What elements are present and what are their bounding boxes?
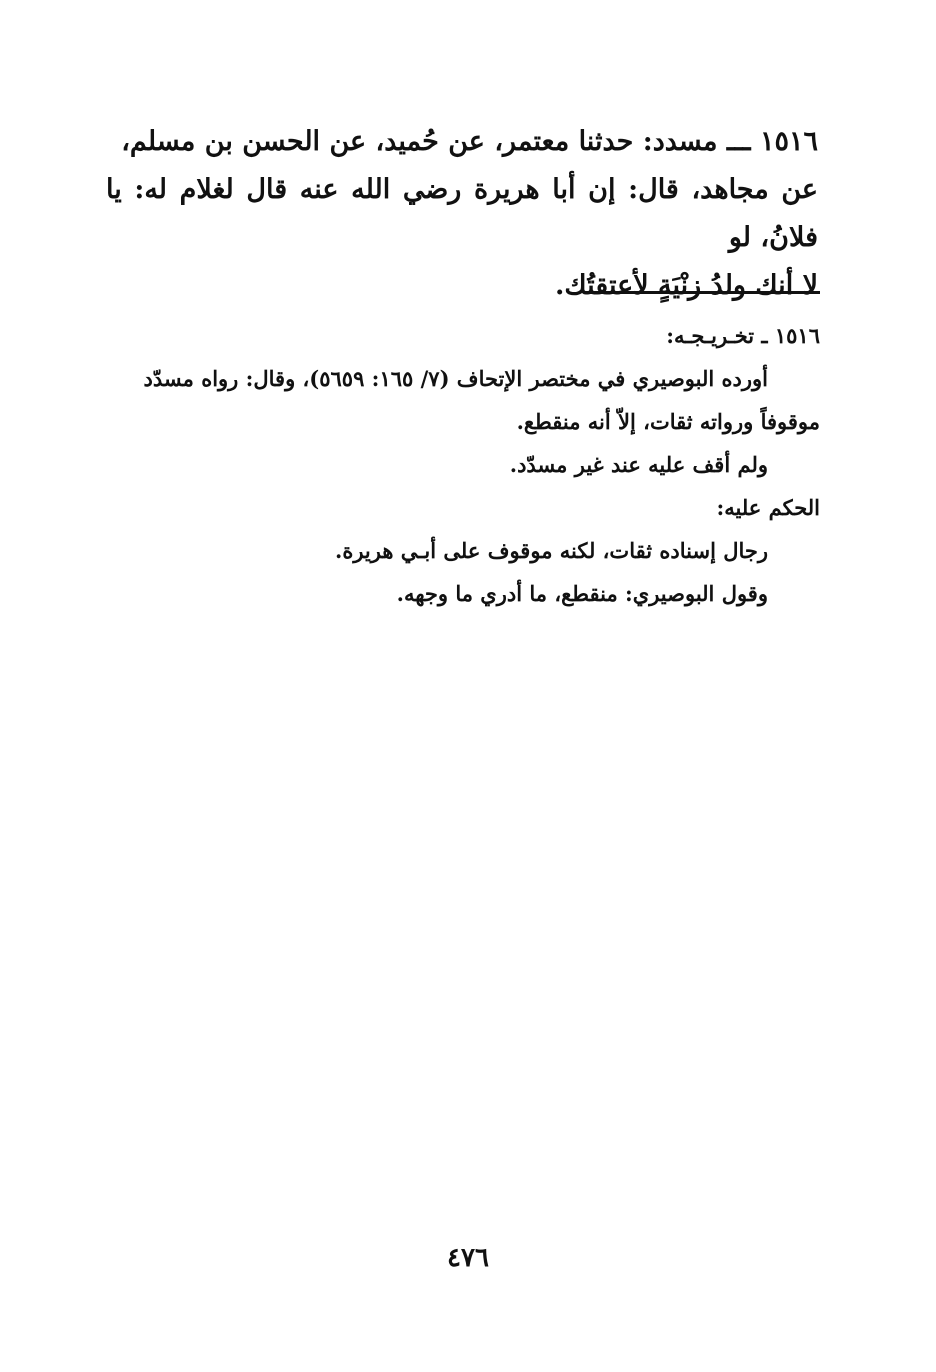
- hadith-line-2: عن مجاهد، قال: إن أبا هريرة رضي الله عنه قال لغلام له: يا فلانُ، لو: [106, 174, 818, 253]
- hadith-line-1: [106, 118, 818, 166]
- hadith-dash: ـــ: [726, 126, 751, 157]
- takhrij-line-3: ولم أقف عليه عند غير مسدّد.: [509, 452, 768, 477]
- judgment-line-1: رجال إسناده ثقات، لكنه موقوف على أبـي هريرة.: [335, 538, 768, 563]
- judgment-heading: الحكم عليه:: [716, 495, 820, 520]
- footnotes: [100, 314, 820, 615]
- judgment-line-2: وقول البوصيري: منقطع، ما أدري ما وجهه.: [396, 581, 768, 606]
- takhrij-heading: تخـريـجـه:: [666, 323, 755, 348]
- hadith-number: ١٥١٦: [759, 126, 818, 157]
- takhrij-line-2: موقوفاً ورواته ثقات، إلاّ أنه منقطع.: [516, 409, 820, 434]
- takhrij-heading-line: [100, 314, 820, 357]
- hadith-line-3: لا أنك ولدُ زنْيَةٍ لأعتقتُك.: [555, 270, 818, 301]
- page-number: ٤٧٦: [447, 1243, 489, 1273]
- takhrij-line-1: أورده البوصيري في مختصر الإتحاف (٧/ ١٦٥: ٥٦٥٩)، وقال: رواه مسدّد: [143, 366, 768, 391]
- takhrij-dash: ـ: [761, 323, 768, 348]
- footnote-divider: [584, 291, 820, 294]
- hadith-line-1-text: مسدد: حدثنا معتمر، عن حُميد، عن الحسن بن مسلم،: [121, 126, 718, 157]
- hadith-text: [106, 118, 818, 310]
- takhrij-number: ١٥١٦: [774, 323, 820, 348]
